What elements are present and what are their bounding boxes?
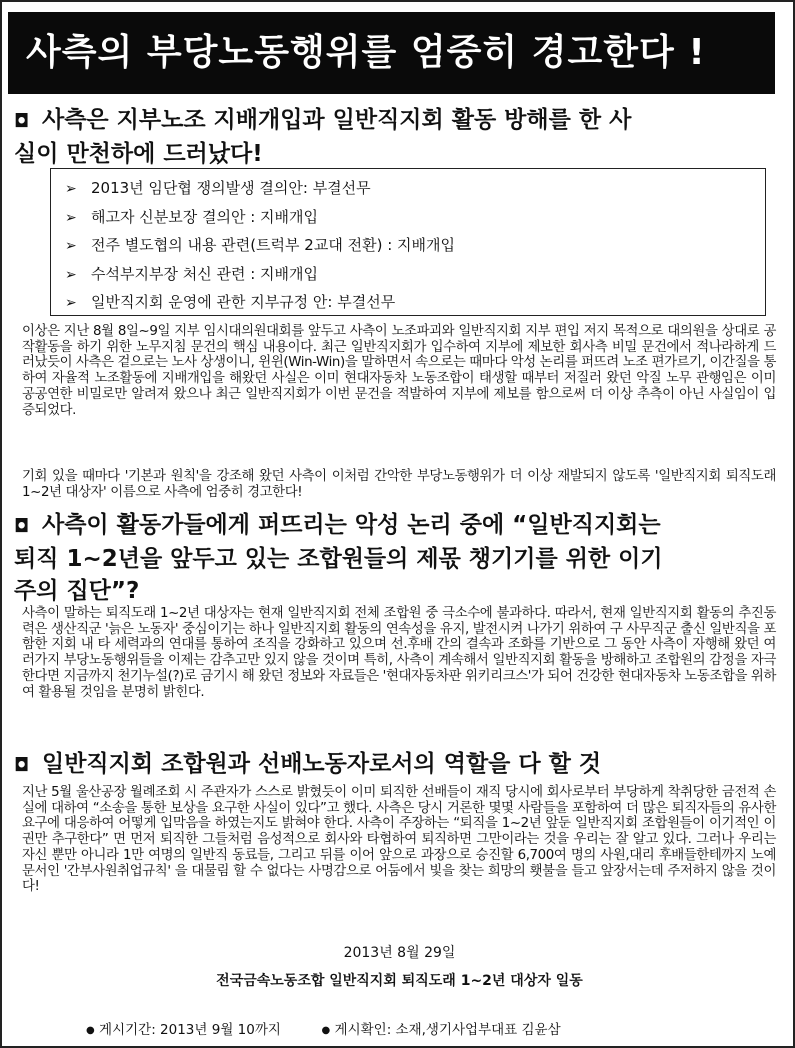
section2-heading (14, 509, 754, 607)
arrow-bullet-icon: ➢ (65, 266, 77, 283)
square-bullet-icon: ◘ (14, 111, 30, 132)
signature: 전국금속노동조합 일반직지회 퇴직도래 1~2년 대상자 일동 (216, 973, 583, 989)
arrow-bullet-icon: ➢ (65, 209, 77, 226)
list-item (65, 232, 765, 261)
square-bullet-icon: ◘ (14, 755, 30, 776)
list-item-text: 2013년 임단협 쟁의발생 결의안: 부결선무 (91, 179, 371, 197)
square-bullet-icon: ◘ (14, 516, 30, 537)
section3-heading-text: 일반직지회 조합원과 선배노동자로서의 역할을 다 할 것 (42, 751, 602, 777)
section1-heading-line2: 실이 만천하에 드러났다! (14, 141, 263, 167)
list-item-text: 수석부지부장 처신 관련 : 지배개입 (91, 264, 318, 283)
section1-heading (14, 104, 754, 171)
section1-paragraph2: 기회 있을 때마다 '기본과 원칙'을 강조해 왔던 사측이 이처럼 간악한 부당노동행위가 더 이상 재발되지 않도록 '일반직지회 퇴직도래 1~2년 대상자' 이름으로 사측에 엄중히 경고한다! (22, 469, 776, 500)
decision-list-box (50, 168, 766, 316)
section2-heading-line2: 퇴직 1~2년을 앞두고 있는 조합원들의 제몫 챙기기를 위한 이기 (14, 546, 663, 572)
section1-paragraph1: 이상은 지난 8월 8일~9일 지부 임시대의원대회를 앞두고 사측이 노조파괴와 일반직지회 지부 편입 저지 목적으로 대의원을 상대로 공작활동을 하기 위한 노무지침 문건의 핵심 내용이다. 최근 일반직지회가 입수하여 지부에 제보한 회사측 비밀 문건에서 적나라하게 드러났듯이 사측은 겉으로는 노사 상생이니, 윈윈(Win-Win)을 말하면서 속으로는 때마다 악성 논리를 퍼뜨려 노조 편가르기, 이간질을 통하여 자율적 노조활동에 지배개입을 해왔던 사실은 이미 현대자동차 노동조합이 태생할 때부터 저질러 왔던 악질 노무 관행임은 이미 공공연한 비밀로만 알려져 왔으나 최근 일반직지회가 이번 문건을 적발하여 지부에 제보를 함으로써 더 이상 추측이 아닌 사실임이 입증되었다. (22, 324, 776, 418)
dot-bullet-icon: ● (86, 1025, 95, 1036)
list-item-text: 일반직지회 운영에 관한 지부규정 안: 부결선무 (91, 293, 396, 312)
posting-period: 게시기간: 2013년 9월 10까지 (99, 1022, 281, 1038)
posting-confirmation: 게시확인: 소재,생기사업부대표 김윤삼 (334, 1022, 561, 1038)
section2-heading-line3: 주의 집단”? (14, 578, 140, 604)
page-title: 사측의 부당노동행위를 엄중히 경고한다 ! (8, 12, 775, 94)
section2-paragraph: 사측이 말하는 퇴직도래 1~2년 대상자는 현재 일반직지회 전체 조합원 중 극소수에 불과하다. 따라서, 현재 일반직지회 활동의 추진동력은 생산직군 '늙은 노동자' 중심이기는 하나 일반직지회 활동의 연속성을 유지, 발전시켜 나가기 위하여 구 사무직군 출신 일반직을 포함한 지회 내 타 세력과의 연대를 통하여 조직을 강화하고 있으며 선.후배 간의 결속과 조화를 기반으로 그 동안 사측이 자행해 왔던 여러가지 부당노동행위들을 이제는 감추고만 있지 않을 것이며 특히, 사측이 계속해서 일반직지회 활동을 방해하고 조합원의 감정을 자극한다면 지금까지 천기누설(?)로 금기시 해 왔던 정보와 자료들은 '현대자동차판 위키리크스'가 되어 건강한 현대자동차 노동조합을 위하여 활용될 것임을 분명히 밝힌다. (22, 606, 776, 700)
list-item (65, 289, 765, 318)
list-item-text: 전주 별도협의 내용 관련(트럭부 2교대 전환) : 지배개입 (91, 236, 455, 255)
section2-heading-line1: 사측이 활동가들에게 퍼뜨리는 악성 논리 중에 “일반직지회는 (42, 512, 661, 538)
list-item (65, 261, 765, 290)
arrow-bullet-icon: ➢ (65, 181, 77, 197)
footer (86, 1018, 561, 1038)
arrow-bullet-icon: ➢ (65, 238, 77, 255)
list-item (65, 204, 765, 233)
section3-paragraph: 지난 5월 울산공장 월례조회 시 주관자가 스스로 밝혔듯이 이미 퇴직한 선배들이 재직 당시에 회사로부터 부당하게 착취당한 금전적 손실에 대하여 “소송을 통한 보상을 요구한 사실이 있다”고 했다. 사측은 당시 거론한 몇몇 사람들을 포함하여 더 많은 퇴직자들의 유사한 요구에 대응하여 어떻게 입막음을 하였는지도 밝혀야 한다. 사측이 주장하는 “퇴직을 1~2년 앞둔 일반직지회 조합원들이 이기적인 이권만 추구한다” 면 먼저 퇴직한 그들처럼 음성적으로 회사와 타협하여 퇴직하면 그만이라는 것을 우리는 잘 알고 있다. 그러나 우리는 자신 뿐만 아니라 1만 여명의 일반직 동료들, 그리고 뒤를 이어 앞으로 과장으로 승진할 6,700여 명의 사원,대리 후배들한테까지 노예문서인 '간부사원취업규칙' 을 대물림 할 수 없다는 사명감으로 어둠에서 빛을 찾는 희망의 횃불을 들고 앞장서는데 주저하지 않을 것이다! (22, 785, 776, 895)
notice-date: 2013년 8월 29일 (343, 945, 456, 961)
list-item (65, 175, 765, 204)
section1-heading-line1: 사측은 지부노조 지배개입과 일반직지회 활동 방해를 한 사 (42, 107, 632, 133)
arrow-bullet-icon: ➢ (65, 295, 77, 312)
section3-heading (14, 748, 754, 782)
list-item-text: 해고자 신분보장 결의안 : 지배개입 (91, 207, 318, 226)
dot-bullet-icon: ● (321, 1025, 331, 1036)
